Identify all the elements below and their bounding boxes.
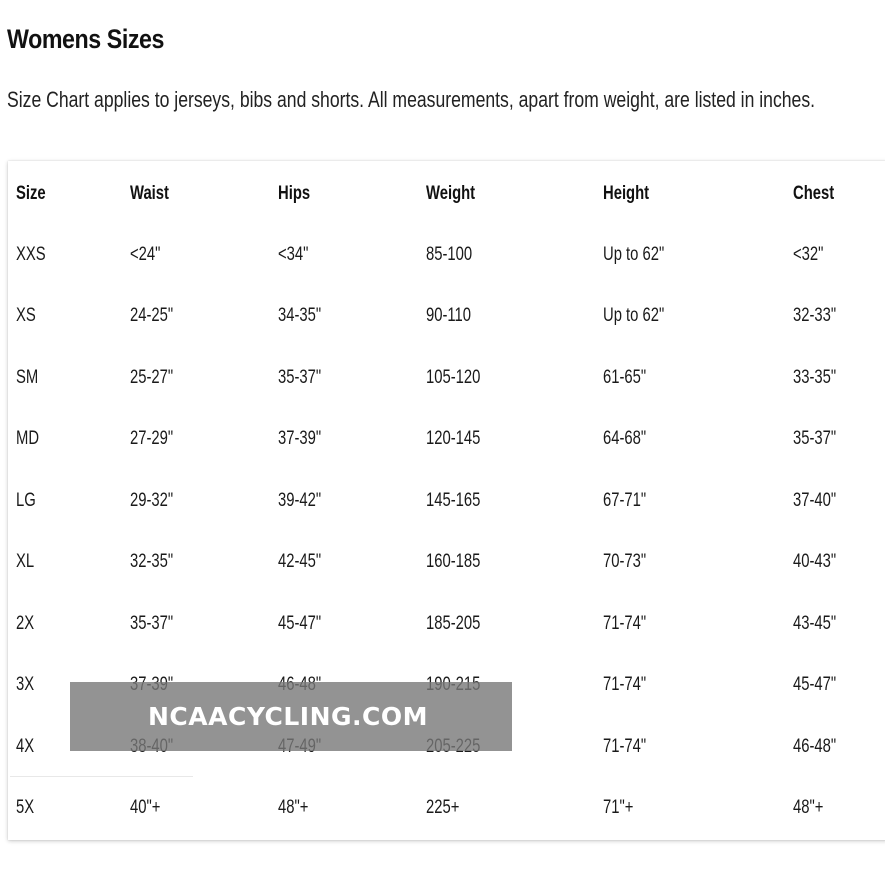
height-cell: Up to 62" bbox=[603, 305, 665, 326]
weight-cell: 145-165 bbox=[426, 490, 481, 511]
waist-cell: 24-25" bbox=[130, 305, 174, 326]
header-weight: Weight bbox=[426, 183, 476, 204]
chest-cell: 46-48" bbox=[793, 736, 837, 757]
size-cell: 3X bbox=[16, 674, 35, 695]
height-cell: 71-74" bbox=[603, 613, 647, 634]
size-cell: 4X bbox=[16, 736, 35, 757]
chest-cell: 35-37" bbox=[793, 428, 837, 449]
table-row bbox=[8, 285, 885, 346]
hips-cell: 34-35" bbox=[278, 305, 322, 326]
size-cell: SM bbox=[16, 367, 39, 388]
waist-cell: 29-32" bbox=[130, 490, 174, 511]
hips-cell: 39-42" bbox=[278, 490, 322, 511]
waist-cell: 35-37" bbox=[130, 613, 174, 634]
chest-cell: 32-33" bbox=[793, 305, 837, 326]
hips-cell: 37-39" bbox=[278, 428, 322, 449]
height-cell: 64-68" bbox=[603, 428, 647, 449]
chest-cell: <32" bbox=[793, 244, 824, 265]
page-subtitle: Size Chart applies to jerseys, bibs and shorts. All measurements, apart from weight, are listed in inches. bbox=[7, 87, 816, 112]
chest-cell: 33-35" bbox=[793, 367, 837, 388]
height-cell: 67-71" bbox=[603, 490, 647, 511]
table-row bbox=[8, 470, 885, 531]
table-row bbox=[8, 224, 885, 285]
height-cell: 71-74" bbox=[603, 674, 647, 695]
waist-cell: <24" bbox=[130, 244, 161, 265]
waist-cell: 25-27" bbox=[130, 367, 174, 388]
chest-cell: 45-47" bbox=[793, 674, 837, 695]
weight-cell: 85-100 bbox=[426, 244, 473, 265]
watermark-text: NCAACYCLING.COM bbox=[148, 702, 429, 731]
weight-cell: 105-120 bbox=[426, 367, 481, 388]
height-cell: 70-73" bbox=[603, 551, 647, 572]
table-header-row bbox=[8, 163, 885, 224]
weight-cell: 160-185 bbox=[426, 551, 481, 572]
size-cell: XL bbox=[16, 551, 35, 572]
hips-cell: <34" bbox=[278, 244, 309, 265]
size-cell: 2X bbox=[16, 613, 35, 634]
weight-cell: 120-145 bbox=[426, 428, 481, 449]
header-chest: Chest bbox=[793, 183, 835, 204]
chest-cell: 40-43" bbox=[793, 551, 837, 572]
size-cell: 5X bbox=[16, 797, 35, 818]
table-row bbox=[8, 408, 885, 469]
weight-cell: 225+ bbox=[426, 797, 460, 818]
size-cell: XS bbox=[16, 305, 36, 326]
size-cell: XXS bbox=[16, 244, 46, 265]
table-row bbox=[8, 593, 885, 654]
table-row bbox=[8, 347, 885, 408]
chest-cell: 43-45" bbox=[793, 613, 837, 634]
header-hips: Hips bbox=[278, 183, 311, 204]
chest-cell: 48"+ bbox=[793, 797, 824, 818]
height-cell: 71-74" bbox=[603, 736, 647, 757]
table-row bbox=[8, 531, 885, 592]
weight-cell: 185-205 bbox=[426, 613, 481, 634]
hips-cell: 42-45" bbox=[278, 551, 322, 572]
height-cell: 61-65" bbox=[603, 367, 647, 388]
header-size: Size bbox=[16, 183, 46, 204]
waist-cell: 27-29" bbox=[130, 428, 174, 449]
row-divider bbox=[10, 776, 193, 777]
height-cell: 71"+ bbox=[603, 797, 634, 818]
chest-cell: 37-40" bbox=[793, 490, 837, 511]
weight-cell: 90-110 bbox=[426, 305, 472, 326]
hips-cell: 45-47" bbox=[278, 613, 322, 634]
page-title: Womens Sizes bbox=[7, 24, 165, 54]
height-cell: Up to 62" bbox=[603, 244, 665, 265]
waist-cell: 40"+ bbox=[130, 797, 161, 818]
size-cell: MD bbox=[16, 428, 40, 449]
hips-cell: 35-37" bbox=[278, 367, 322, 388]
header-height: Height bbox=[603, 183, 650, 204]
header-waist: Waist bbox=[130, 183, 169, 204]
waist-cell: 32-35" bbox=[130, 551, 174, 572]
watermark-banner bbox=[70, 682, 512, 751]
hips-cell: 48"+ bbox=[278, 797, 309, 818]
size-cell: LG bbox=[16, 490, 36, 511]
table-row bbox=[8, 777, 885, 838]
